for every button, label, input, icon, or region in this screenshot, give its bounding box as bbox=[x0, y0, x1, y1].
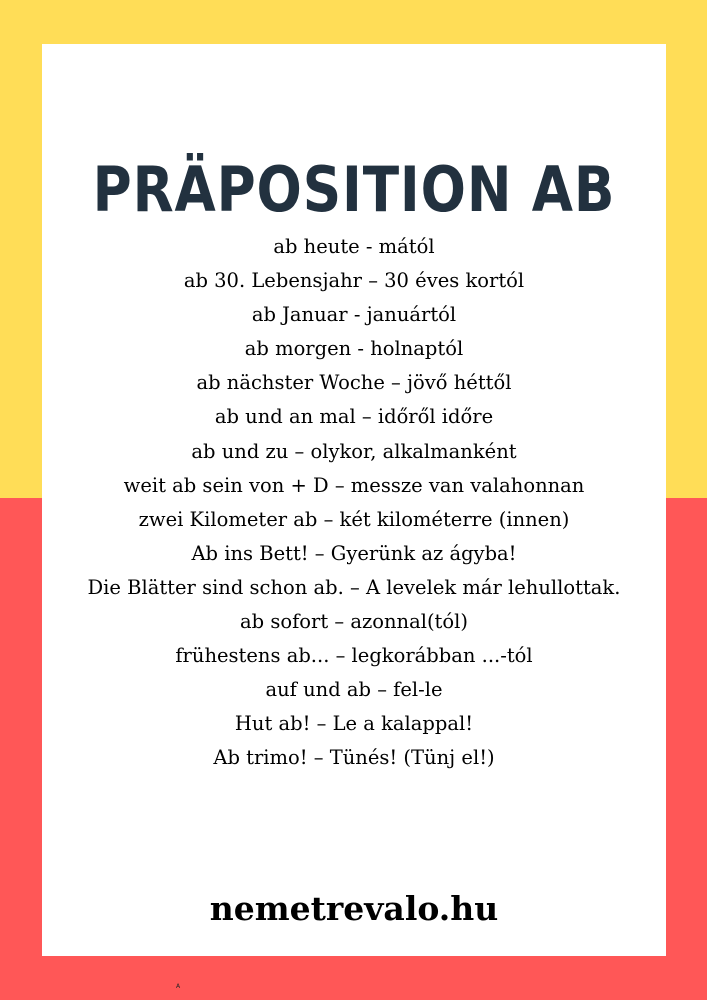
phrase-item: Ab trimo! – Tünés! (Tünj el!) bbox=[213, 746, 495, 770]
poster-card bbox=[42, 44, 666, 956]
phrase-item: auf und ab – fel-le bbox=[265, 678, 443, 702]
phrase-item: frühestens ab... – legkorábban ...-tól bbox=[175, 644, 533, 668]
phrase-item: ab sofort – azonnal(tól) bbox=[240, 610, 468, 634]
phrase-item: ab 30. Lebensjahr – 30 éves kortól bbox=[183, 269, 525, 293]
phrase-item: ab und an mal – időről időre bbox=[214, 405, 494, 429]
phrase-item: Die Blätter sind schon ab. – A levelek már lehullottak. bbox=[87, 575, 621, 599]
phrase-item: ab und zu – olykor, alkalmanként bbox=[191, 439, 517, 463]
phrase-item: ab morgen - holnaptól bbox=[244, 337, 464, 361]
phrase-item: ab heute - mától bbox=[273, 235, 435, 258]
phrase-item: weit ab sein von + D – messze van valahonnan bbox=[123, 473, 585, 497]
corner-mark: A bbox=[176, 983, 181, 990]
phrase-item: ab Januar - januártól bbox=[251, 303, 457, 327]
phrase-item: Ab ins Bett! – Gyerünk az ágyba! bbox=[191, 541, 517, 565]
phrase-item: zwei Kilometer ab – két kilométerre (innen) bbox=[138, 507, 570, 531]
phrase-item: ab nächster Woche – jövő héttől bbox=[196, 371, 512, 395]
phrase-list bbox=[42, 230, 666, 776]
website-label: nemetrevalo.hu bbox=[209, 889, 499, 928]
page-title: PRÄPOSITION AB bbox=[92, 153, 616, 226]
phrase-item: Hut ab! – Le a kalappal! bbox=[234, 712, 474, 736]
